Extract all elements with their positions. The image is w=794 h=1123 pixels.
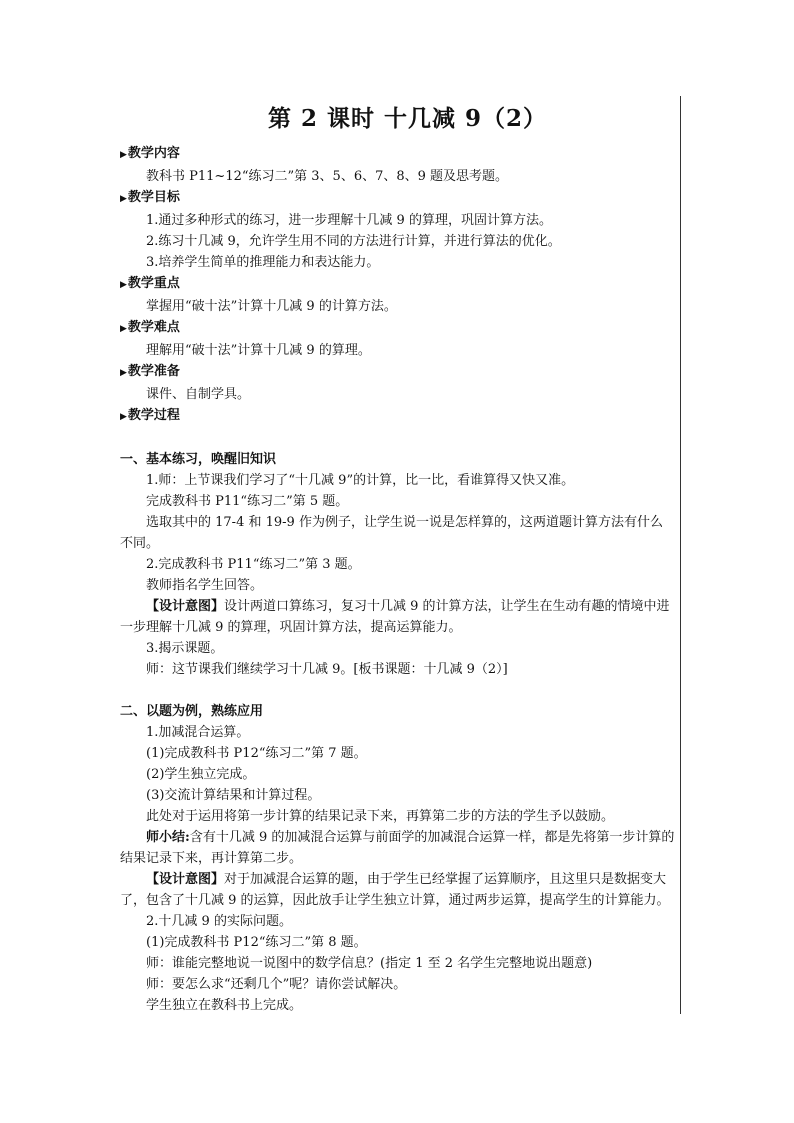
key-text: 掌握用“破十法”计算十几减 9 的计算方法。 [146, 299, 397, 314]
design-intent-label: 【设计意图】 [146, 599, 225, 614]
design-intent-label: 【设计意图】 [146, 872, 225, 887]
part2-line: (1)完成教科书 P12“练习二”第 8 题。 [146, 935, 367, 950]
heading-goals: ▶教学目标 [120, 190, 180, 205]
goal-item: 3.培养学生简单的推理能力和表达能力。 [146, 255, 380, 270]
part1-line: 完成教科书 P11“练习二”第 5 题。 [146, 494, 349, 509]
heading-prep: ▶教学准备 [120, 364, 180, 379]
spacer [120, 680, 675, 701]
part2-heading: 二、以题为例，熟练应用 [120, 704, 264, 719]
summary-text: 含有十几减 9 的加减混合运算与前面学的加减混合运算一样，都是先将第一步计算的结果记录下来，再计算第二步。 [120, 830, 675, 866]
triangle-marker-icon: ▶ [120, 324, 127, 334]
part1-line: 3.揭示课题。 [146, 641, 224, 656]
part1-line: 教师指名学生回答。 [146, 578, 264, 593]
heading-content: ▶教学内容 [120, 146, 180, 161]
part1-design-intent [120, 596, 675, 638]
heading-key: ▶教学重点 [120, 276, 180, 291]
triangle-marker-icon: ▶ [120, 412, 127, 422]
part2-line: 此处对于运用将第一步计算的结果记录下来，再算第二步的方法的学生予以鼓励。 [146, 809, 615, 824]
summary-label: 师小结: [146, 830, 190, 845]
part1-line: 选取其中的 17-4 和 19-9 作为例子，让学生说一说是怎样算的，这两道题计算方法有什么不同。 [120, 515, 663, 551]
part1-heading: 一、基本练习，唤醒旧知识 [120, 452, 277, 467]
part2-line: 学生独立在教科书上完成。 [146, 998, 303, 1013]
goal-item: 2.练习十几减 9，允许学生用不同的方法进行计算，并进行算法的优化。 [146, 234, 561, 249]
triangle-marker-icon: ▶ [120, 280, 127, 290]
part2-design-intent [120, 869, 675, 911]
part1-line: 师：这节课我们继续学习十几减 9。[板书课题：十几减 9（2）] [146, 662, 508, 677]
part1-line: 1.师：上节课我们学习了“十几减 9”的计算，比一比，看谁算得又快又准。 [146, 473, 575, 488]
triangle-marker-icon: ▶ [120, 368, 127, 378]
part2-line: 2.十几减 9 的实际问题。 [146, 914, 292, 929]
part2-line: 师：要怎么求“还剩几个”呢？请你尝试解决。 [146, 977, 407, 992]
part2-line: 师：谁能完整地说一说图中的数学信息？(指定 1 至 2 名学生完整地说出题意) [146, 956, 593, 971]
part1-line: 2.完成教科书 P11“练习二”第 3 题。 [146, 557, 361, 572]
spacer [120, 428, 675, 449]
triangle-marker-icon: ▶ [120, 194, 127, 204]
prep-text: 课件、自制学具。 [146, 387, 251, 402]
heading-process: ▶教学过程 [120, 408, 180, 423]
goal-item: 1.通过多种形式的练习，进一步理解十几减 9 的算理，巩固计算方法。 [146, 213, 552, 228]
part2-summary [120, 827, 675, 869]
page-title: 第 2 课时 十几减 9（2） [267, 105, 548, 132]
triangle-marker-icon: ▶ [120, 150, 127, 160]
margin-rule [680, 96, 681, 1014]
part2-line: (2)学生独立完成。 [146, 767, 256, 782]
heading-difficulty: ▶教学难点 [120, 320, 180, 335]
part2-line: (1)完成教科书 P12“练习二”第 7 题。 [146, 746, 367, 761]
lesson-plan-page [120, 100, 675, 1016]
design-intent-text: 对于加减混合运算的题，由于学生已经掌握了运算顺序，且这里只是数据变大了，包含了十几减 9 的运算，因此放手让学生独立计算，通过两步运算，提高学生的计算能力。 [120, 872, 670, 908]
part2-line: 1.加减混合运算。 [146, 725, 250, 740]
design-intent-text: 设计两道口算练习，复习十几减 9 的计算方法，让学生在生动有趣的情境中进一步理解十几减 9 的算理，巩固计算方法，提高运算能力。 [120, 599, 670, 635]
difficulty-text: 理解用“破十法”计算十几减 9 的算理。 [146, 343, 371, 358]
part2-line: (3)交流计算结果和计算过程。 [146, 788, 321, 803]
content-text: 教科书 P11~12“练习二”第 3、5、6、7、8、9 题及思考题。 [146, 169, 509, 184]
